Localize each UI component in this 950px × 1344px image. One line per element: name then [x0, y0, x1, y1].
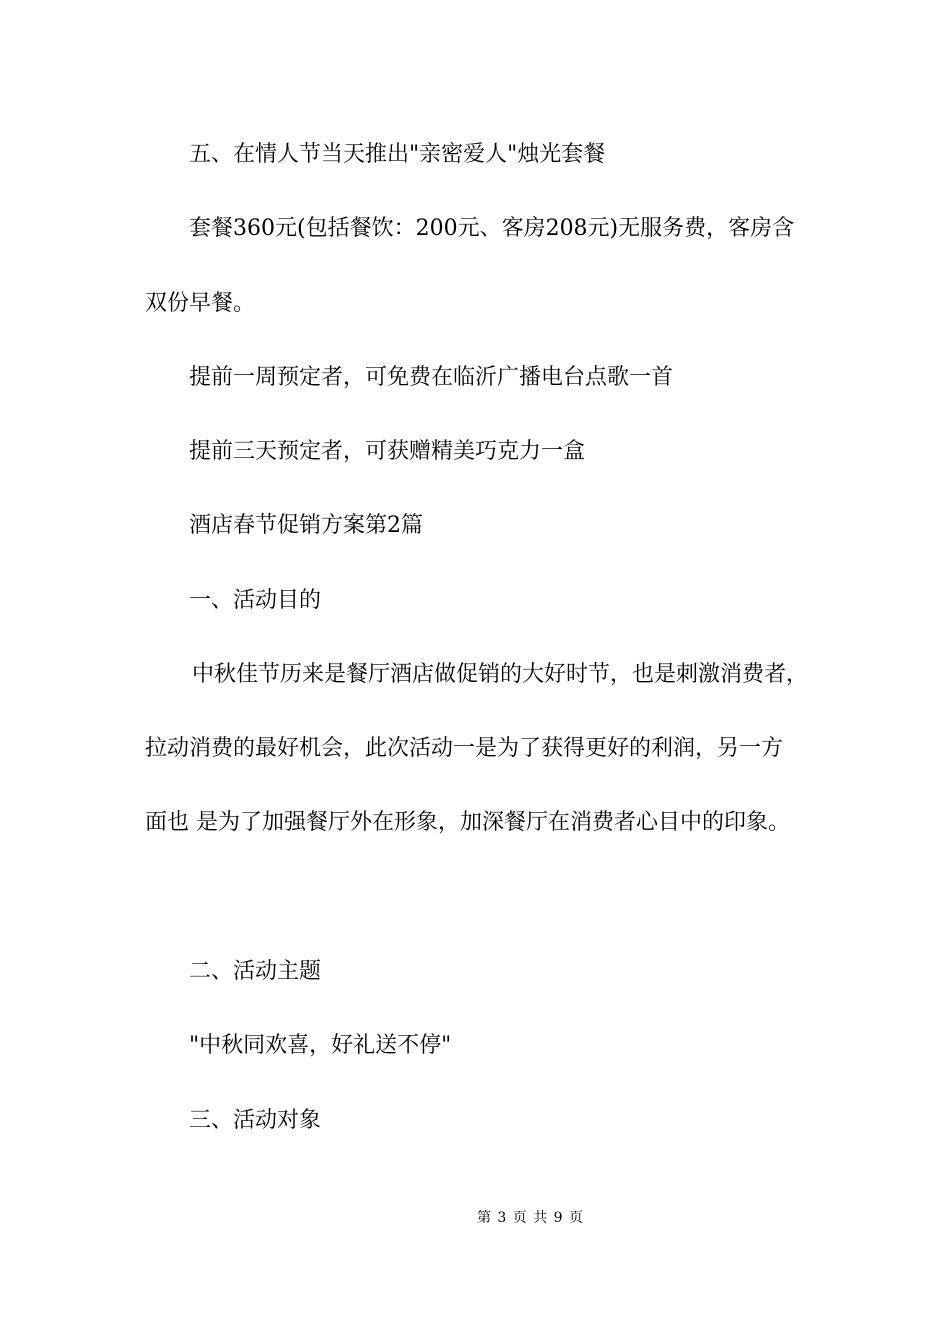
- paragraph-line: 套餐360元(包括餐饮：200元、客房208元)无服务费，客房含: [189, 216, 795, 241]
- page-number-footer: 第 3 页 共 9 页: [476, 1210, 584, 1226]
- paragraph-line: "中秋同欢喜，好礼送不停": [189, 1033, 452, 1058]
- paragraph-line: 拉动消费的最好机会，此次活动一是为了获得更好的利润，另一方: [145, 736, 784, 761]
- paragraph-line: 提前一周预定者，可免费在临沂广播电台点歌一首: [189, 365, 674, 390]
- section-heading: 三、活动对象: [189, 1108, 322, 1133]
- paragraph-line: 中秋佳节历来是餐厅酒店做促销的大好时节，也是刺激消费者，: [192, 662, 809, 687]
- paragraph-line: 提前三天预定者，可获赠精美巧克力一盒: [189, 439, 586, 464]
- section-heading: 酒店春节促销方案第2篇: [189, 513, 423, 538]
- section-heading: 一、活动目的: [189, 588, 322, 613]
- section-heading: 二、活动主题: [189, 959, 322, 984]
- paragraph-line: 五、在情人节当天推出"亲密爱人"烛光套餐: [189, 142, 606, 167]
- paragraph-line: 面也 是为了加强餐厅外在形象，加深餐厅在消费者心目中的印象。: [145, 810, 790, 835]
- paragraph-line: 双份早餐。: [145, 291, 256, 316]
